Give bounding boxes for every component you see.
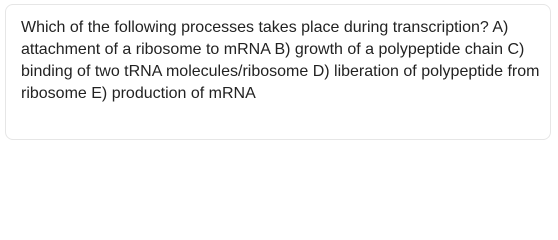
- question-text: Which of the following processes takes place during transcription? A) attachment of a ribosome to mRNA B) growth of a polypeptide chain C) binding of two tRNA molecules/ribosome D) liberation of polypeptide from ribosome E) production of mRNA: [21, 19, 540, 102]
- question-card: [5, 4, 551, 140]
